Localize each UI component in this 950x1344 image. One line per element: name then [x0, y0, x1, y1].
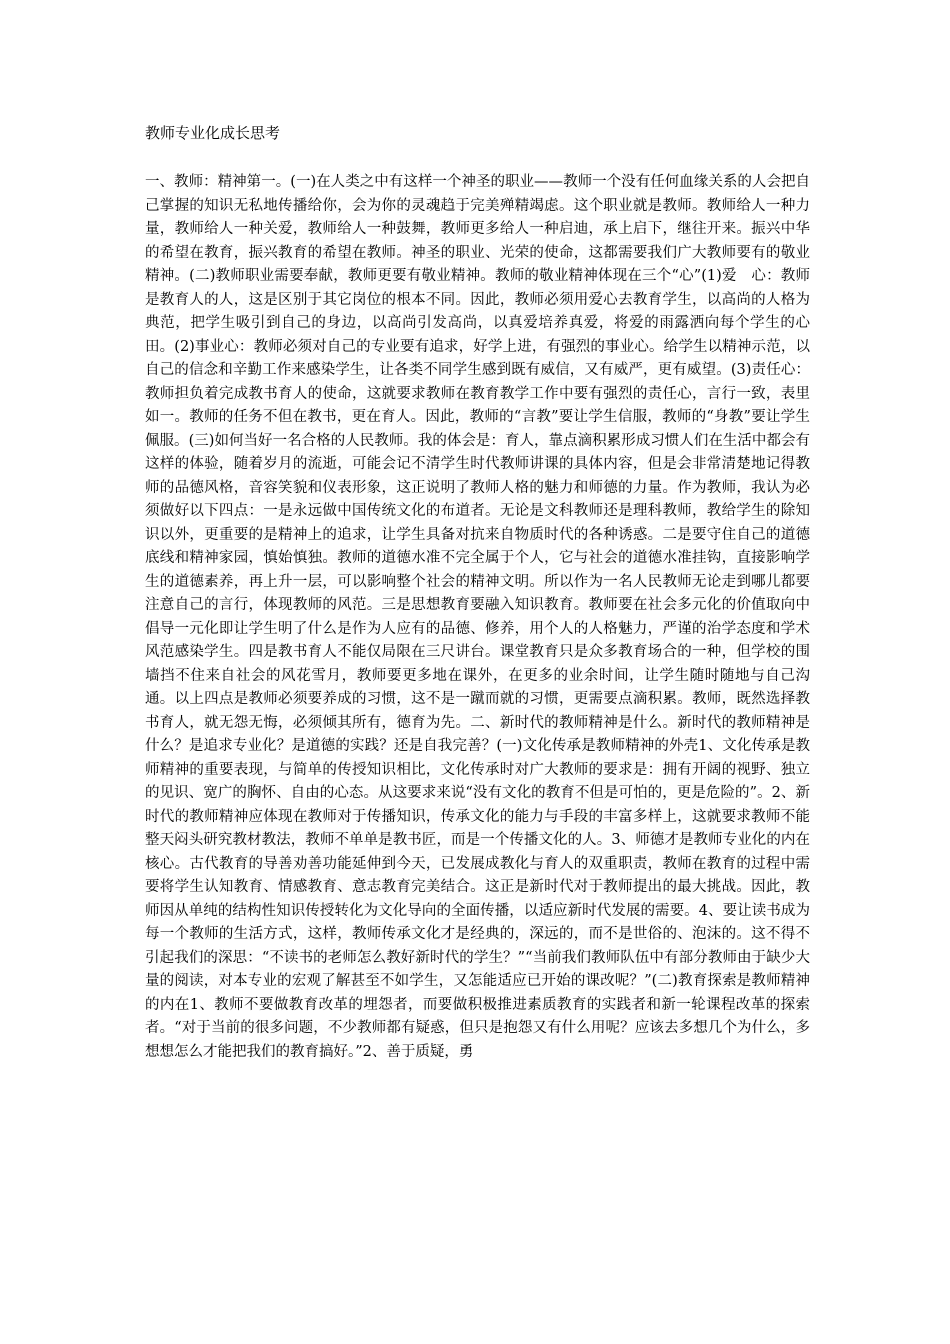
document-page	[145, 122, 810, 1064]
document-body-paragraph: 一、教师：精神第一。(一)在人类之中有这样一个神圣的职业——教师一个没有任何血缘关系的人会把自己掌握的知识无私地传播给你，会为你的灵魂趋于完美殚精竭虑。这个职业就是教师。教师给人一种力量，教师给人一种关爱，教师给人一种鼓舞，教师更多给人一种启迪，承上启下，继往开来。振兴中华的希望在教育，振兴教育的希望在教师。神圣的职业、光荣的使命，这都需要我们广大教师要有的敬业精神。(二)教师职业需要奉献，教师更要有敬业精神。教师的敬业精神体现在三个“心”(1)爱 心：教师是教育人的人，这是区别于其它岗位的根本不同。因此，教师必须用爱心去教育学生，以高尚的人格为典范，把学生吸引到自己的身边，以高尚引发高尚，以真爱培养真爱，将爱的雨露洒向每个学生的心田。(2)事业心：教师必须对自己的专业要有追求，好学上进，有强烈的事业心。给学生以精神示范，以自己的信念和辛勤工作来感染学生，让各类不同学生感到既有威信，又有威严，更有威望。(3)责任心：教师担负着完成教书育人的使命，这就要求教师在教育教学工作中要有强烈的责任心，言行一致，表里如一。教师的任务不但在教书，更在育人。因此，教师的“言教”要让学生信服，教师的“身教”要让学生佩服。(三)如何当好一名合格的人民教师。我的体会是：育人，靠点滴积累形成习惯人们在生活中都会有这样的体验，随着岁月的流逝，可能会记不清学生时代教师讲课的具体内容，但是会非常清楚地记得教师的品德风格，音容笑貌和仪表形象，这正说明了教师人格的魅力和师德的力量。作为教师，我认为必须做好以下四点：一是永远做中国传统文化的布道者。无论是文科教师还是理科教师，教给学生的除知识以外，更重要的是精神上的追求，让学生具备对抗来自物质时代的各种诱惑。二是要守住自己的道德底线和精神家园，慎始慎独。教师的道德水准不完全属于个人，它与社会的道德水准挂钩，直接影响学生的道德素养，再上升一层，可以影响整个社会的精神文明。所以作为一名人民教师无论走到哪儿都要注意自己的言行，体现教师的风范。三是思想教育要融入知识教育。教师要在社会多元化的价值取向中倡导一元化即让学生明了什么是作为人应有的品德、修养，用个人的人格魅力，严谨的治学态度和学术风范感染学生。四是教书育人不能仅局限在三尺讲台。课堂教育只是众多教育场合的一种，但学校的围墙挡不住来自社会的风花雪月，教师要更多地在课外，在更多的业余时间，让学生随时随地与自己沟通。以上四点是教师必须要养成的习惯，这不是一蹴而就的习惯，更需要点滴积累。教师，既然选择教书育人，就无怨无悔，必须倾其所有，德育为先。二、新时代的教师精神是什么。新时代的教师精神是什么？是追求专业化？是道德的实践？还是自我完善？(一)文化传承是教师精神的外壳1、文化传承是教师精神的重要表现，与简单的传授知识相比，文化传承时对广大教师的要求是：拥有开阔的视野、独立的见识、宽广的胸怀、自由的心态。从这要求来说“没有文化的教育不但是可怕的，更是危险的”。2、新时代的教师精神应体现在教师对于传播知识，传承文化的能力与手段的丰富多样上，这就要求教师不能整天闷头研究教材教法，教师不单单是教书匠，而是一个传播文化的人。3、师德才是教师专业化的内在核心。古代教育的导善劝善功能延伸到今天，已发展成教化与育人的双重职责，教师在教育的过程中需要将学生认知教育、情感教育、意志教育完美结合。这正是新时代对于教师提出的最大挑战。因此，教师因从单纯的结构性知识传授转化为文化导向的全面传播，以适应新时代发展的需要。4、要让读书成为每一个教师的生活方式，这样，教师传承文化才是经典的，深远的，而不是世俗的、泡沫的。这不得不引起我们的深思：“不读书的老师怎么教好新时代的学生？”“当前我们教师队伍中有部分教师由于缺少大量的阅读，对本专业的宏观了解甚至不如学生，又怎能适应已开始的课改呢？”(二)教育探索是教师精神的内在1、教师不要做教育改革的埋怨者，而要做积极推进素质教育的实践者和新一轮课程改革的探索者。“对于当前的很多问题，不少教师都有疑惑，但只是抱怨又有什么用呢？应该去多想几个为什么，多想想怎么才能把我们的教育搞好。”2、善于质疑，勇	[145, 174, 810, 1060]
document-title: 教师专业化成长思考	[145, 124, 281, 142]
